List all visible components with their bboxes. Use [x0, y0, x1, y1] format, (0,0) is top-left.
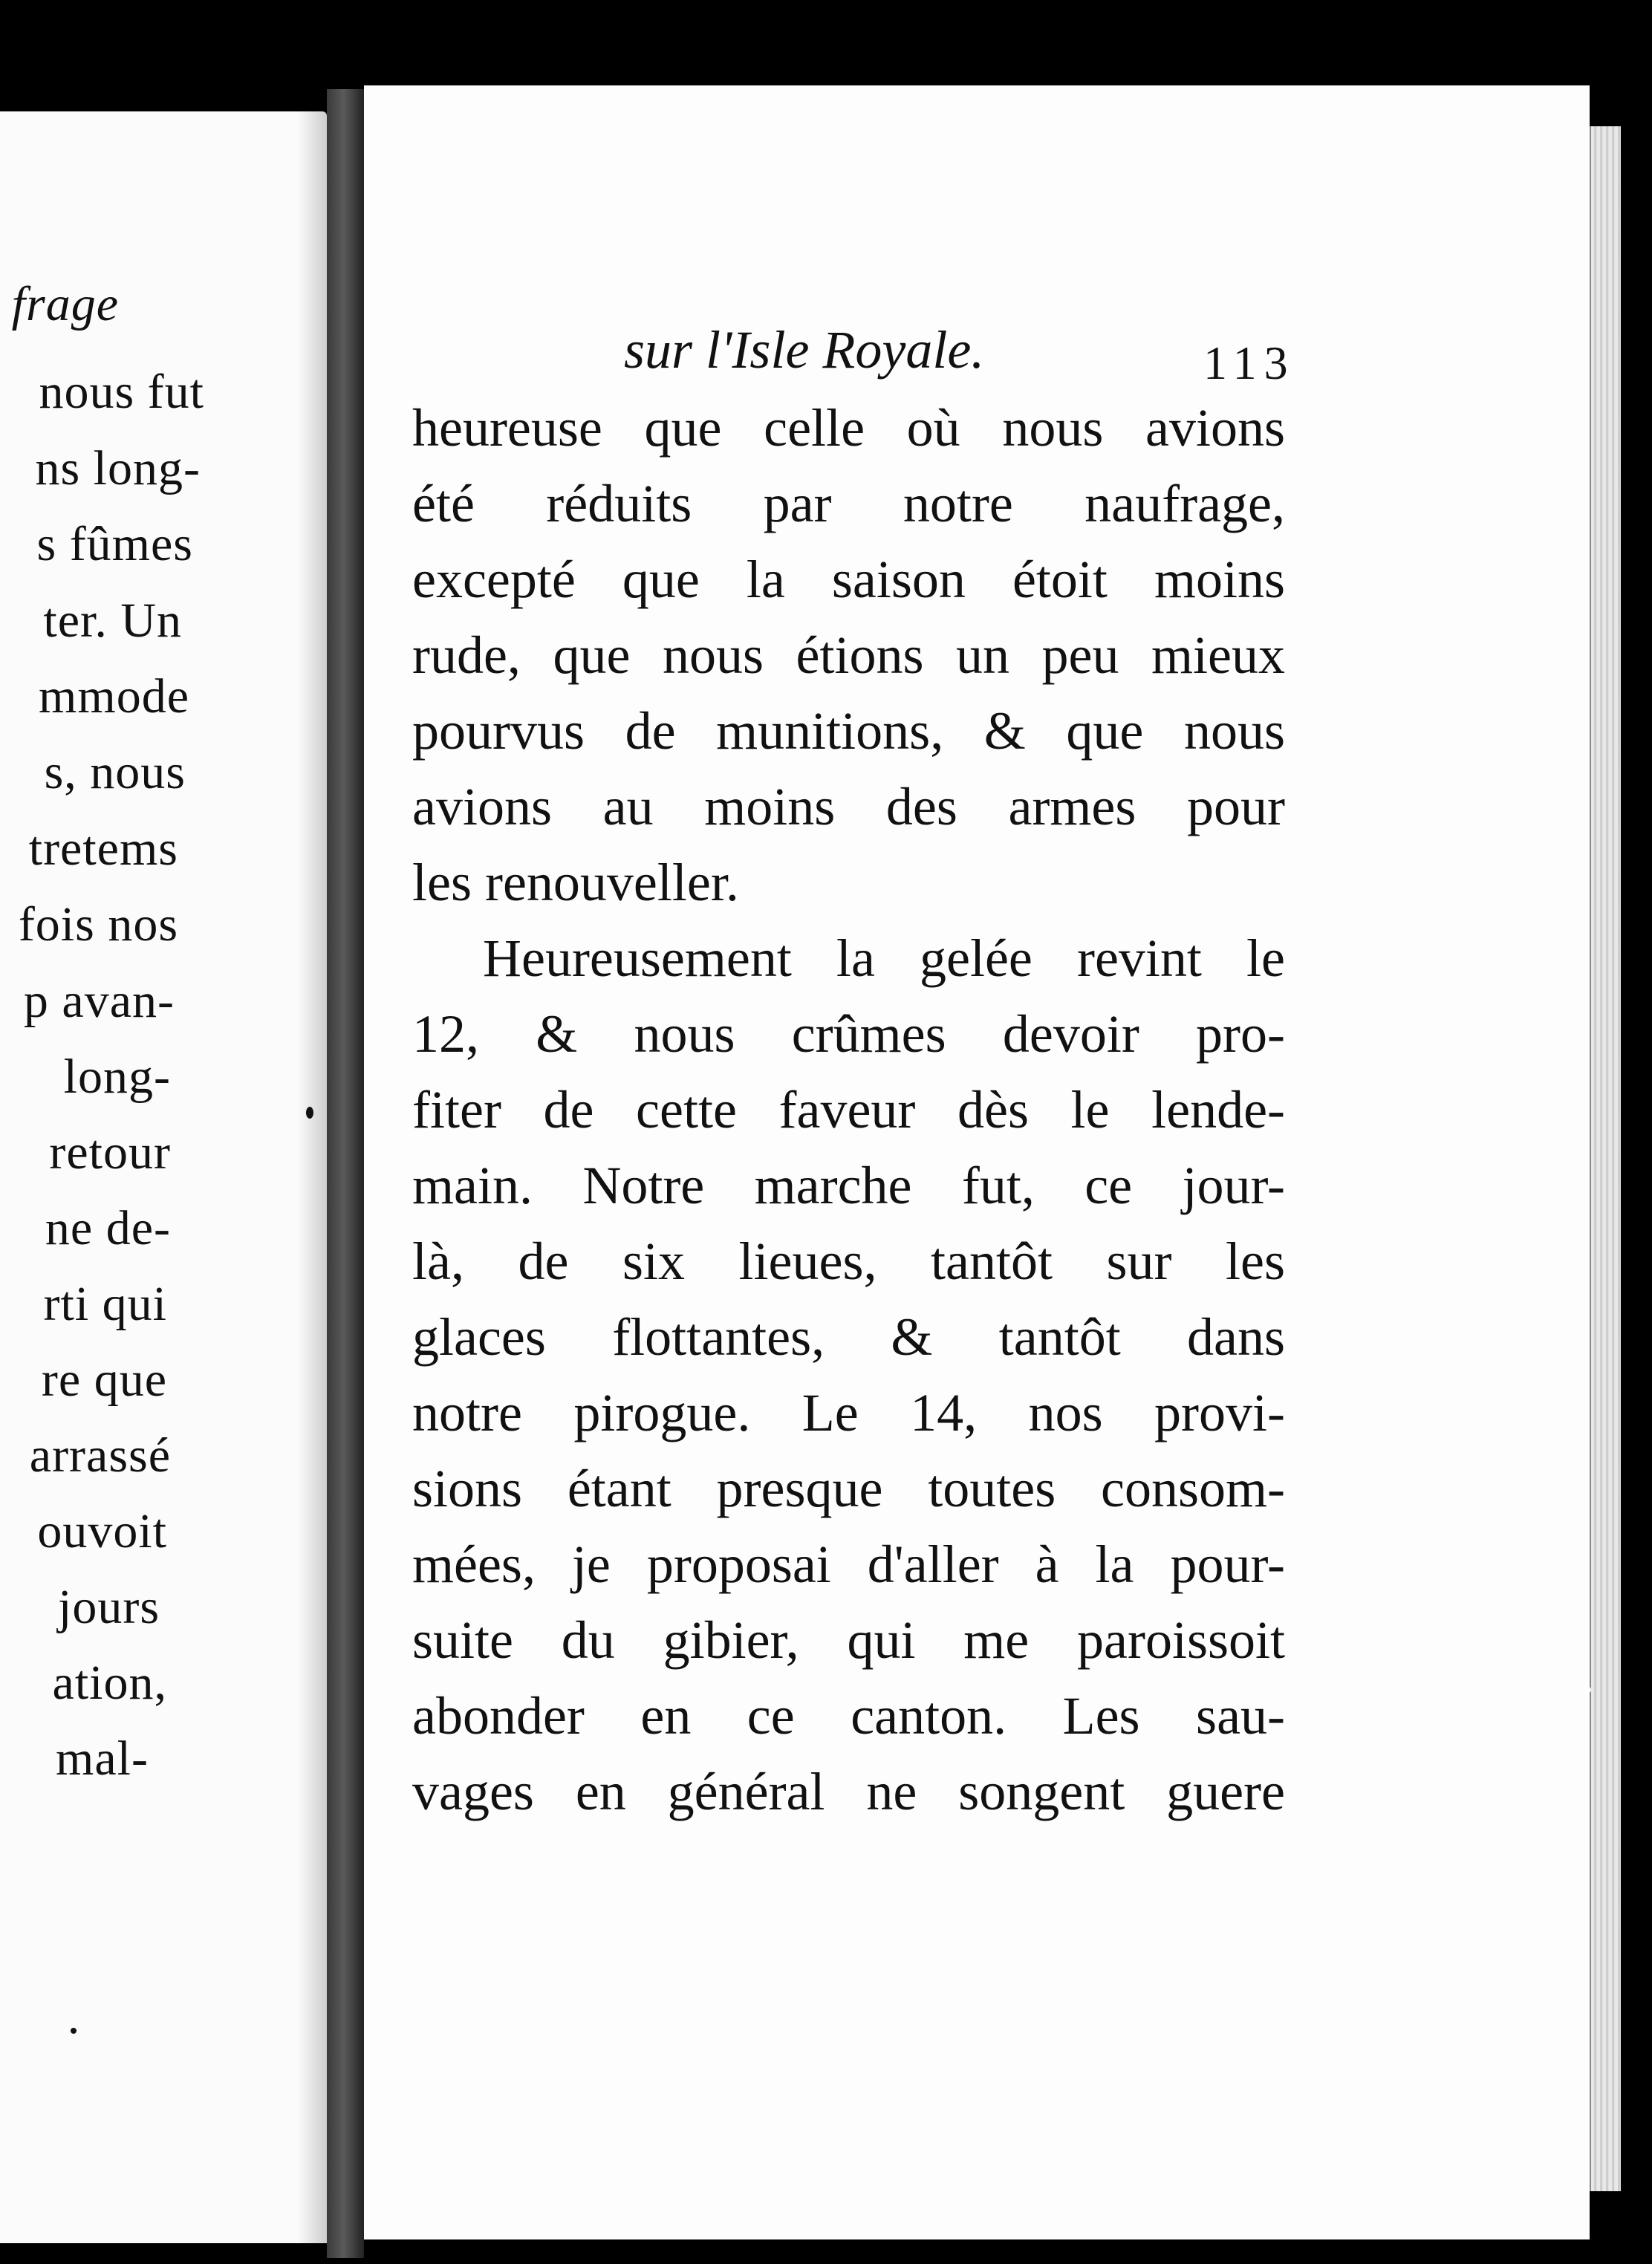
body-line: Heureusement la gelée revint le — [483, 928, 1285, 988]
body-line: heureuse que celle où nous avions — [412, 398, 1285, 458]
body-line: les renouveller. — [412, 853, 739, 912]
left-page-line: jours — [58, 1580, 160, 1634]
running-head: sur l'Isle Royale. — [624, 320, 985, 380]
ink-speck — [71, 2028, 77, 2034]
body-line: 12, & nous crûmes devoir pro- — [412, 1004, 1285, 1064]
body-line: avions au moins des armes pour — [412, 777, 1285, 836]
body-line: là, de six lieues, tantôt sur les — [412, 1232, 1285, 1291]
left-page-line: mmode — [39, 669, 189, 723]
body-line: suite du gibier, qui me paroissoit — [412, 1610, 1285, 1670]
body-line: fiter de cette faveur dès le lende- — [412, 1080, 1285, 1139]
left-page-text — [0, 111, 327, 2243]
body-line: pourvus de munitions, & que nous — [412, 701, 1285, 761]
left-page-line: ns long- — [35, 441, 201, 495]
left-page-line: ne de- — [45, 1201, 171, 1255]
left-page-line: fois nos — [18, 897, 178, 952]
body-line: main. Notre marche fut, ce jour- — [412, 1156, 1285, 1215]
body-line: excepté que la saison étoit moins — [412, 550, 1285, 609]
body-line: vages en général ne songent guere — [412, 1762, 1285, 1821]
left-page-line: ter. Un — [43, 593, 182, 648]
ink-speck — [306, 1107, 313, 1119]
book-gutter — [327, 89, 364, 2258]
left-page-line: p avan- — [23, 974, 175, 1028]
dust-speck — [1582, 1686, 1591, 1694]
left-page-line: s, nous — [44, 745, 186, 799]
left-page-line: re que — [41, 1353, 167, 1407]
left-page-header-fragment: frage — [11, 277, 119, 331]
left-page — [0, 111, 327, 2243]
left-page-line: nous fut — [39, 365, 204, 419]
left-page-line: arrassé — [29, 1428, 171, 1483]
body-line: sions étant presque toutes consom- — [412, 1459, 1285, 1518]
body-line: notre pirogue. Le 14, nos provi- — [412, 1383, 1285, 1442]
left-page-line: long- — [63, 1050, 171, 1104]
left-page-line: mal- — [56, 1731, 149, 1786]
body-line: glaces flottantes, & tantôt dans — [412, 1307, 1285, 1367]
left-page-line: ouvoit — [37, 1504, 167, 1558]
body-line: été réduits par notre naufrage, — [412, 474, 1285, 533]
page-number: 113 — [1203, 336, 1295, 389]
body-line: abonder en ce canton. Les sau- — [412, 1686, 1285, 1746]
body-line: rude, que nous étions un peu mieux — [412, 625, 1285, 685]
left-page-line: s fûmes — [36, 517, 193, 571]
page-fore-edge — [1590, 126, 1621, 2191]
left-page-line: retour — [49, 1125, 171, 1180]
left-page-line: rti qui — [43, 1277, 167, 1331]
body-line: mées, je proposai d'aller à la pour- — [412, 1535, 1285, 1594]
left-page-line: tretems — [28, 822, 178, 876]
left-page-line: ation, — [52, 1656, 167, 1710]
